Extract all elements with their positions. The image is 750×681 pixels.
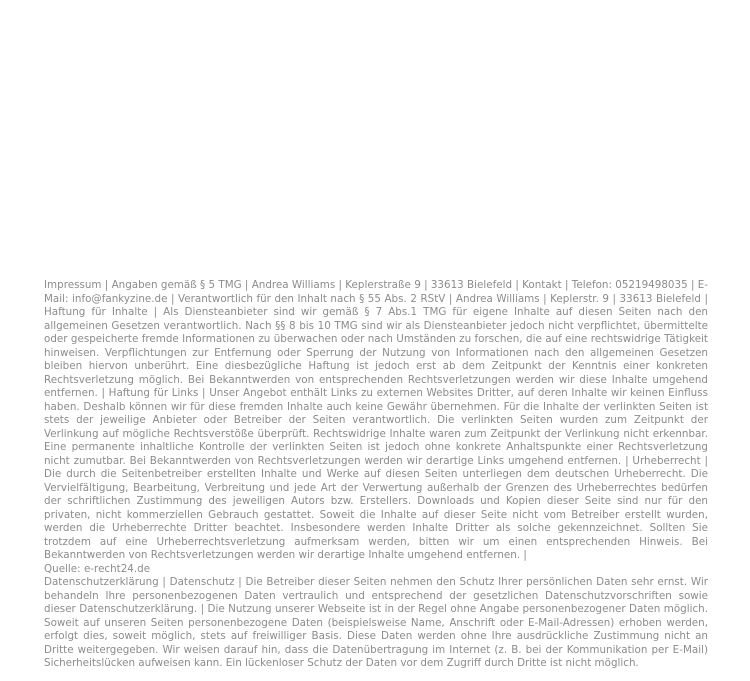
source-line: Quelle: e-recht24.de [44,562,151,575]
datenschutz-text: Datenschutzerklärung | Datenschutz | Die Betreiber dieser Seiten nehmen den Schutz Ihrer persönlichen Daten sehr ernst. Wir behandeln Ihre personenbezogenen Daten vertraulich und entsprechend der gesetzlichen Datenschutzvorschriften sowie dieser Datenschutzerklärung. | Die Nutzung unserer Webseite ist in der Regel ohne Angabe personenbezogener Daten möglich. Soweit auf unseren Seiten personenbezogene Daten (beispielsweise Name, Anschrift oder E-Mail-Adressen) erhoben werden, erfolgt dies, soweit möglich, stets auf freiwilliger Basis. Diese Daten werden ohne Ihre ausdrückliche Zustimmung nicht an Dritte weitergegeben. Wir weisen darauf hin, dass die Datenübertragung im Internet (z. B. bei der Kommunikation per E-Mail) Sicherheitslücken aufweisen kann. Ein lückenloser Schutz der Daten vor dem Zugriff durch Dritte ist nicht möglich. [44,576,708,669]
impressum-text: Impressum | Angaben gemäß § 5 TMG | Andrea Williams | Keplerstraße 9 | 33613 Bielefeld | Kontakt | Telefon: 05219498035 | E-Mail: info@fankyzine.de | Verantwortlich für den Inhalt nach § 55 Abs. 2 RStV | Andrea Williams | Keplerstr. 9 | 33613 Bielefeld | Haftung für Inhalte | Als Diensteanbieter sind wir gemäß § 7 Abs.1 TMG für eigene Inhalte auf diesen Seiten nach den allgemeinen Gesetzen verantwortlich. Nach §§ 8 bis 10 TMG sind wir als Diensteanbieter jedoch nicht verpflichtet, übermittelte oder gespeicherte fremde Informationen zu überwachen oder nach Umständen zu forschen, die auf eine rechtswidrige Tätigkeit hinweisen. Verpflichtungen zur Entfernung oder Sperrung der Nutzung von Informationen nach den allgemeinen Gesetzen bleiben hiervon unberührt. Eine diesbezügliche Haftung ist jedoch erst ab dem Zeitpunkt der Kenntnis einer konkreten Rechtsverletzung möglich. Bei Bekanntwerden von entsprechenden Rechtsverletzungen werden wir diese Inhalte umgehend entfernen. | Haftung für Links | Unser Angebot enthält Links zu externen Websites Dritter, auf deren Inhalte wir keinen Einfluss haben. Deshalb können wir für diese fremden Inhalte auch keine Gewähr übernehmen. Für die Inhalte der verlinkten Seiten ist stets der jeweilige Anbieter oder Betreiber der Seiten verantwortlich. Die verlinkten Seiten wurden zum Zeitpunkt der Verlinkung auf mögliche Rechtsverstöße überprüft. Rechtswidrige Inhalte waren zum Zeitpunkt der Verlinkung nicht erkennbar. Eine permanente inhaltliche Kontrolle der verlinkten Seiten ist jedoch ohne konkrete Anhaltspunkte einer Rechtsverletzung nicht zumutbar. Bei Bekanntwerden von Rechtsverletzungen werden wir derartige Links umgehend entfernen. | Urheberrecht | Die durch die Seitenbetreiber erstellten Inhalte und Werke auf diesen Seiten unterliegen dem deutschen Urheberrecht. Die Vervielfältigung, Bearbeitung, Verbreitung und jede Art der Verwertung außerhalb der Grenzen des Urheberrechtes bedürfen der schriftlichen Zustimmung des jeweiligen Autors bzw. Erstellers. Downloads und Kopien dieser Seite sind nur für den privaten, nicht kommerziellen Gebrauch gestattet. Soweit die Inhalte auf dieser Seite nicht vom Betreiber erstellt wurden, werden die Urheberrechte Dritter beachtet. Insbesondere werden Inhalte Dritter als solche gekennzeichnet. Sollten Sie trotzdem auf eine Urheberrechtsverletzung aufmerksam werden, bitten wir um einen entsprechenden Hinweis. Bei Bekanntwerden von Rechtsverletzungen werden wir derartige Inhalte umgehend entfernen. | [44,279,708,561]
legal-footer [44,279,708,671]
